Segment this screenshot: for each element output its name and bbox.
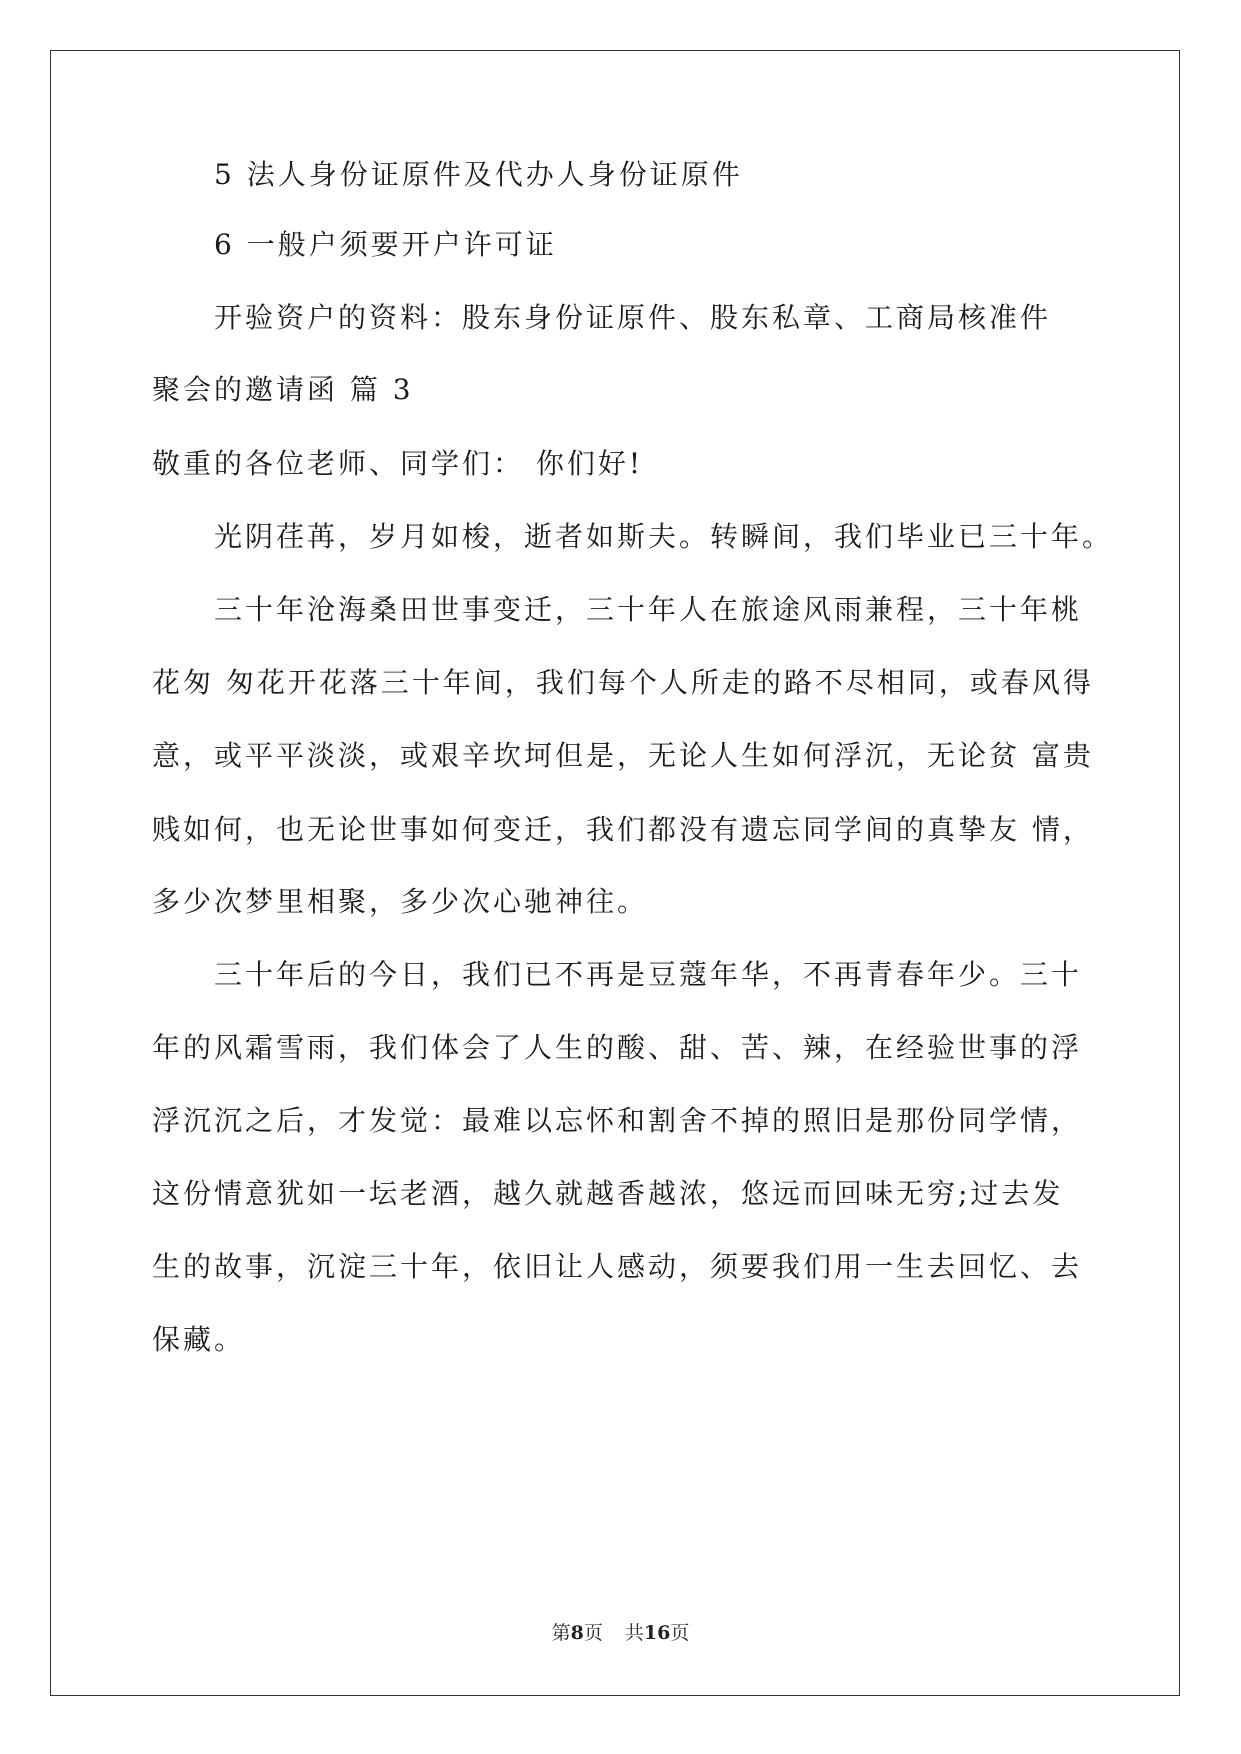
text-line-13: 年的风霜雪雨，我们体会了人生的酸、甜、苦、辣，在经验世事的浮 <box>152 1031 1083 1064</box>
text-line-9: 意，或平平淡淡，或艰辛坎坷但是，无论人生如何浮沉，无论贫 富贵 <box>152 739 1094 772</box>
page-suffix: 页 <box>583 1622 603 1644</box>
text-line-6: 光阴荏苒，岁月如梭，逝者如斯夫。转瞬间，我们毕业已三十年。 <box>214 520 1114 553</box>
text-line-12: 三十年后的今日，我们已不再是豆蔻年华，不再青春年少。三十 <box>214 958 1083 991</box>
text-line-7: 三十年沧海桑田世事变迁，三十年人在旅途风雨兼程，三十年桃 <box>214 593 1083 626</box>
total-pages: 16 <box>643 1622 671 1644</box>
total-suffix: 页 <box>670 1622 690 1644</box>
salutation: 敬重的各位老师、同学们： 你们好! <box>152 447 644 480</box>
text-line-8: 花匆 匆花开花落三十年间，我们每个人所走的路不尽相同，或春风得 <box>152 666 1094 699</box>
text-line-14: 浮沉沉之后，才发觉：最难以忘怀和割舍不掉的照旧是那份同学情， <box>152 1104 1083 1137</box>
text-line-1: 5 法人身份证原件及代办人身份证原件 <box>214 158 743 191</box>
footer-prefix: 第 <box>551 1622 571 1644</box>
page-footer <box>0 1618 1241 1645</box>
text-line-11: 多少次梦里相聚，多少次心驰神往。 <box>152 885 649 918</box>
text-line-10: 贱如何，也无论世事如何变迁，我们都没有遗忘同学间的真挚友 情， <box>152 813 1094 846</box>
text-line-16: 生的故事，沉淀三十年，依旧让人感动，须要我们用一生去回忆、去 <box>152 1250 1083 1283</box>
page-number: 8 <box>570 1622 584 1644</box>
total-prefix: 共 <box>624 1622 644 1644</box>
section-heading: 聚会的邀请函 篇 3 <box>152 373 414 406</box>
text-line-2: 6 一般户须要开户许可证 <box>214 228 557 261</box>
text-line-17: 保藏。 <box>152 1323 246 1356</box>
page-border <box>50 50 1180 1696</box>
text-line-3: 开验资户的资料：股东身份证原件、股东私章、工商局核准件 <box>214 301 1052 334</box>
text-line-15: 这份情意犹如一坛老酒，越久就越香越浓，悠远而回味无穷;过去发 <box>152 1177 1064 1210</box>
